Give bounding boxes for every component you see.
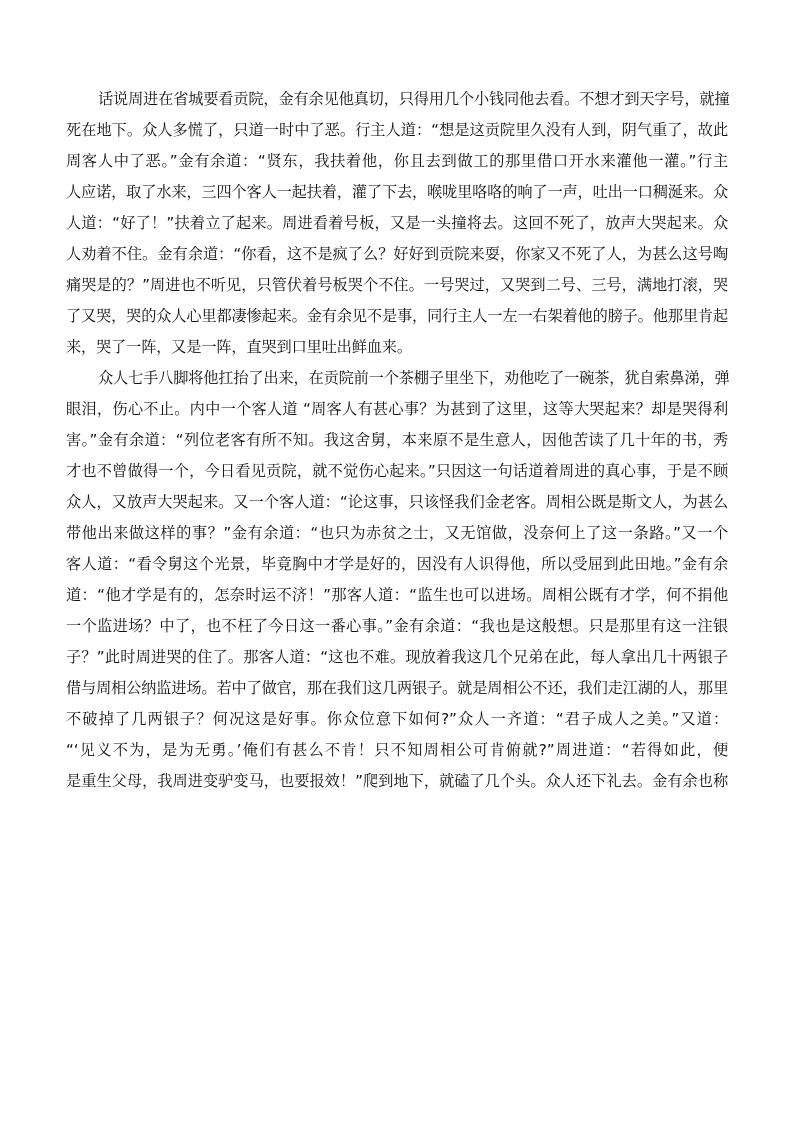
text-line: 周客人中了恶。”金有余道：“贤东，我扶着他，你且去到做工的那里借口开水来灌他一灌。”行主 [66, 152, 728, 170]
text-line: 子？”此时周进哭的住了。那客人道：“这也不难。现放着我这几个兄弟在此，每人拿出几十两银子 [66, 648, 728, 666]
text-line: 道：“他才学是有的，怎奈时运不济！”那客人道：“监生也可以进场。周相公既有才学，何不捐他 [66, 586, 728, 604]
text-line: 一个监进场？中了，也不枉了今日这一番心事。”金有余道：“我也是这般想。只是那里有这一注银 [66, 617, 728, 635]
text-line: 话说周进在省城要看贡院，金有余见他真切，只得用几个小钱同他去看。不想才到天字号，就撞 [98, 90, 730, 108]
text-line: 客人道：“看令舅这个光景，毕竟胸中才学是好的，因没有人识得他，所以受屈到此田地。”金有余 [66, 555, 728, 573]
text-line: “‘见义不为，是为无勇。’俺们有甚么不肯！只不知周相公可肯俯就?”周进道：“若得如此，便 [66, 741, 728, 759]
text-line: 人应诺，取了水来，三四个客人一起扶着，灌了下去，喉咙里咯咯的响了一声，吐出一口稠涎来。众 [66, 183, 728, 201]
text-line: 众人，又放声大哭起来。又一个客人道：“论这事，只该怪我们金老客。周相公既是斯文人，为甚么 [66, 493, 728, 511]
paragraph-2 [66, 363, 728, 797]
text-line: 带他出来做这样的事？”金有余道：“也只为赤贫之士，又无馆做，没奈何上了这一条路。”又一个 [66, 524, 728, 542]
paragraph-1 [66, 84, 728, 363]
text-line: 借与周相公纳监进场。若中了做官，那在我们这几两银子。就是周相公不还，我们走江湖的人，那里 [66, 679, 728, 697]
text-line: 人道：“好了！”扶着立了起来。周进看着号板，又是一头撞将去。这回不死了，放声大哭起来。众 [66, 214, 728, 232]
text-line: 眼泪，伤心不止。内中一个客人道 “周客人有甚心事？为甚到了这里，这等大哭起来？却是哭得利 [66, 400, 728, 418]
document-page [66, 84, 728, 797]
text-line: 人劝着不住。金有余道：“你看，这不是疯了么？好好到贡院来耍，你家又不死了人，为甚么这号啕 [66, 245, 728, 263]
text-line: 痛哭是的？”周进也不听见，只管伏着号板哭个不住。一号哭过，又哭到二号、三号，满地打滚，哭 [66, 276, 728, 294]
text-line: 不破掉了几两银子？何况这是好事。你众位意下如何?”众人一齐道：“君子成人之美。”又道： [66, 710, 728, 728]
text-line: 了又哭，哭的众人心里都凄惨起来。金有余见不是事，同行主人一左一右架着他的膀子。他那里肯起 [66, 307, 728, 325]
text-line: 死在地下。众人多慌了，只道一时中了恶。行主人道：“想是这贡院里久没有人到，阴气重了，故此 [66, 121, 728, 139]
text-line: 害。”金有余道：“列位老客有所不知。我这舍舅，本来原不是生意人，因他苦读了几十年的书，秀 [66, 431, 728, 449]
text-line: 是重生父母，我周进变驴变马，也要报效！”爬到地下，就磕了几个头。众人还下礼去。金有余也称 [66, 772, 728, 790]
text-line: 众人七手八脚将他扛抬了出来，在贡院前一个茶棚子里坐下，劝他吃了一碗茶，犹自索鼻涕，弹 [98, 369, 730, 387]
text-line: 才也不曾做得一个，今日看见贡院，就不觉伤心起来。”只因这一句话道着周进的真心事，于是不顾 [66, 462, 728, 480]
text-line: 来，哭了一阵，又是一阵，直哭到口里吐出鲜血来。 [66, 338, 412, 356]
